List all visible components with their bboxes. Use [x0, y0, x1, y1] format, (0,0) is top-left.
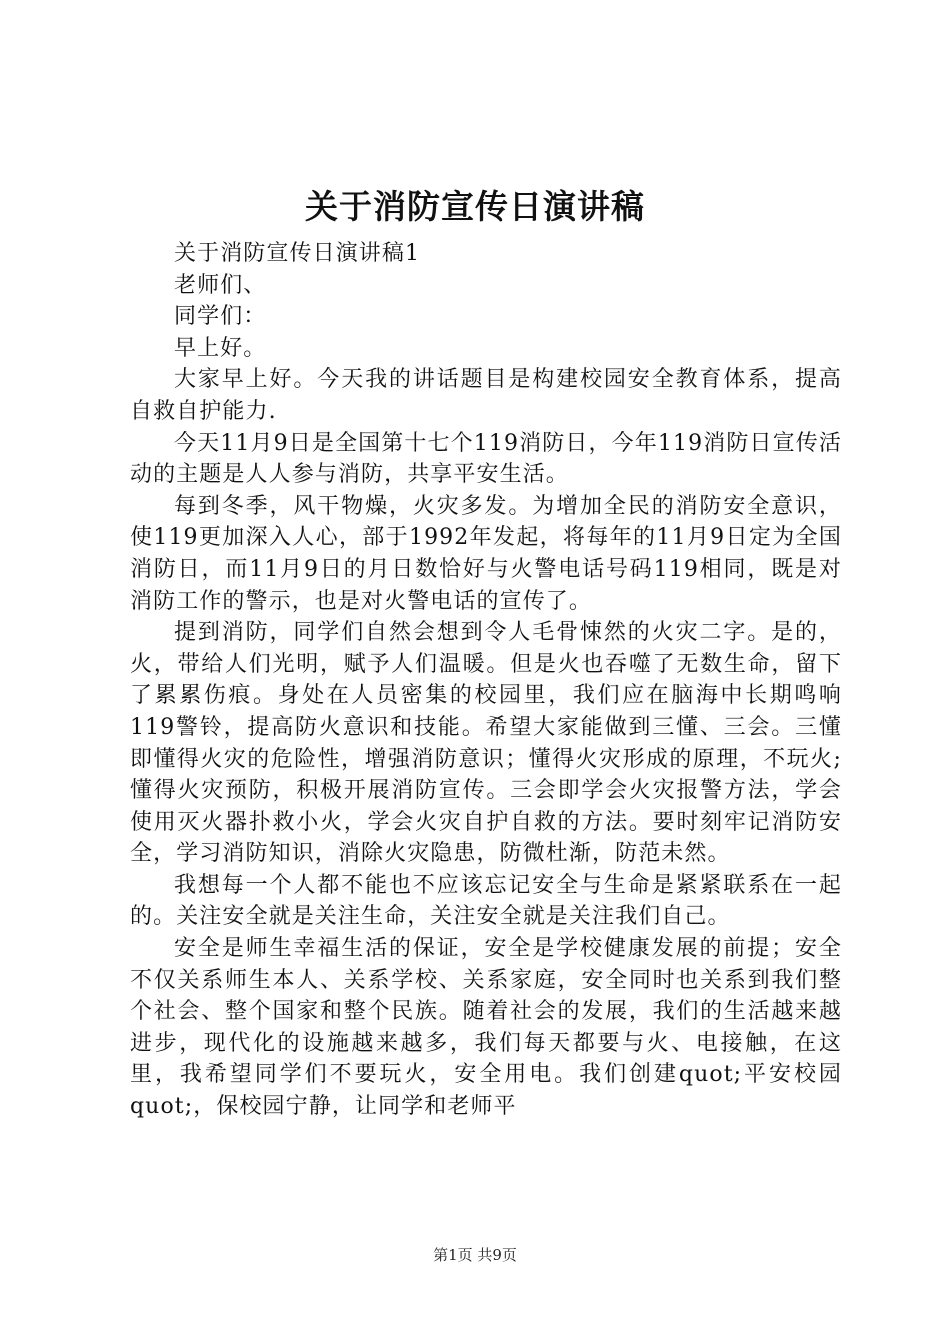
paragraph: 提到消防，同学们自然会想到令人毛骨悚然的火灾二字。是的，火，带给人们光明，赋予人们温暖。但是火也吞噬了无数生命，留下了累累伤痕。身处在人员密集的校园里，我们应在脑海中长期鸣响119警铃，提高防火意识和技能。希望大家能做到三懂、三会。三懂即懂得火灾的危险性，增强消防意识；懂得火灾形成的原理，不玩火;懂得火灾预防，积极开展消防宣传。三会即学会火灾报警方法，学会使用灭火器扑救小火，学会火灾自护自救的方法。要时刻牢记消防安全，学习消防知识，消除火灾隐患，防微杜渐，防范未然。 [130, 620, 842, 867]
paragraph: 大家早上好。今天我的讲话题目是构建校园安全教育体系，提高自救自护能力. [130, 367, 842, 424]
page-footer: 第1页 共9页 [433, 1246, 517, 1264]
document-title: 关于消防宣传日演讲稿 [305, 187, 645, 226]
paragraph: 老师们、 [174, 272, 267, 298]
paragraph: 关于消防宣传日演讲稿1 [174, 241, 421, 266]
paragraph: 每到冬季，风干物燥，火灾多发。为增加全民的消防安全意识，使119更加深入人心，部于1992年发起，将每年的11月9日定为全国消防日，而11月9日的月日数恰好与火警电话号码119相同，既是对消防工作的警示，也是对火警电话的宣传了。 [130, 493, 842, 614]
document-body [130, 238, 842, 1123]
paragraph: 今天11月9日是全国第十七个119消防日，今年119消防日宣传活动的主题是人人参与消防，共享平安生活。 [130, 430, 842, 488]
paragraph: 同学们： [174, 304, 267, 330]
paragraph: 我想每一个人都不能也不应该忘记安全与生命是紧紧联系在一起的。关注安全就是关注生命，关注安全就是关注我们自己。 [130, 872, 842, 930]
paragraph: 安全是师生幸福生活的保证，安全是学校健康发展的前提；安全不仅关系师生本人、关系学校、关系家庭，安全同时也关系到我们整个社会、整个国家和整个民族。随着社会的发展，我们的生活越来越进步，现代化的设施越来越多，我们每天都要与火、电接触，在这里，我希望同学们不要玩火，安全用电。我们创建quot;平安校园quot;，保校园宁静，让同学和老师平 [130, 936, 842, 1120]
paragraph: 早上好。 [174, 335, 267, 361]
